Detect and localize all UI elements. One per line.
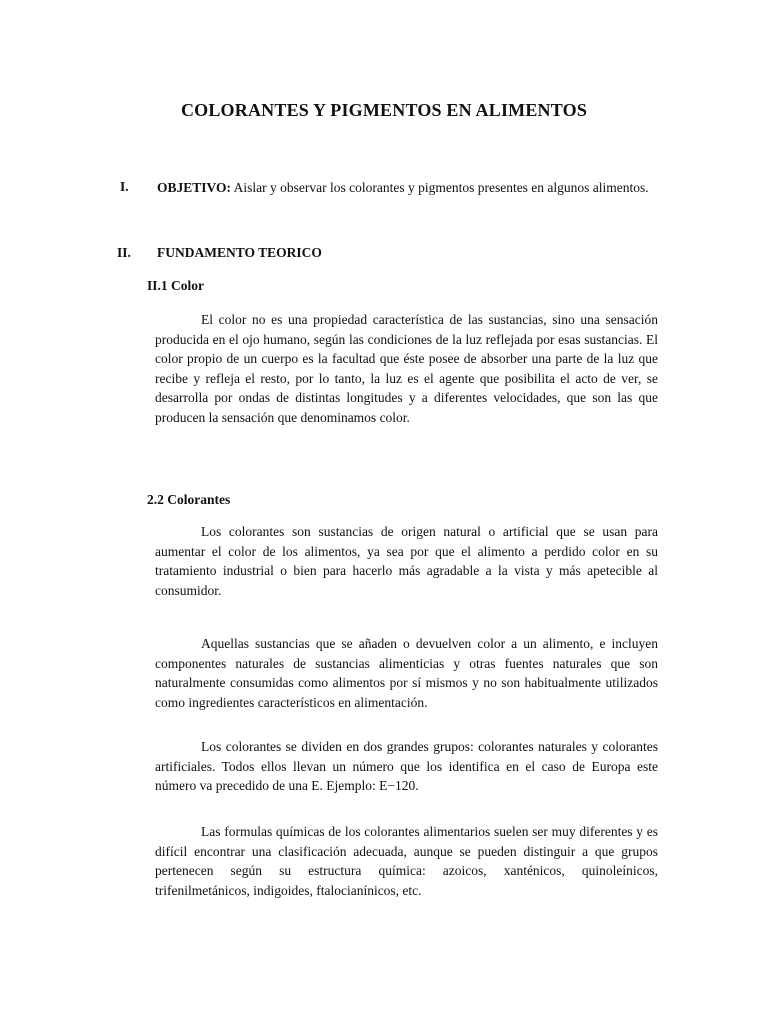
document-title: COLORANTES Y PIGMENTOS EN ALIMENTOS [180,100,588,120]
section-1-objective [157,179,660,196]
objective-text: Aislar y observar los colorantes y pigmentos presentes en algunos alimentos. [231,180,649,195]
colorantes-paragraph-4: Las formulas químicas de los colorantes alimentarios suelen ser muy diferentes y es difícil encontrar una clasificación adecuada, aunque se pueden distinguir a que grupos pertenecen según su estructura química: azoicos, xanténicos, quinoleínicos, trifenilmetánicos, indigoides, ftalocianínicos, etc. [155,824,658,898]
subsection-colorantes-heading: 2.2 Colorantes [147,492,231,507]
section-2-number: II. [117,245,131,260]
colorantes-paragraph-2: Aquellas sustancias que se añaden o devuelven color a un alimento, e incluyen componentes naturales de sustancias alimenticias y otras fuentes naturales que son naturalmente consumidas como alimentos por sí mismos y no son habitualmente utilizados como ingredientes característicos en alimentación. [155,636,658,710]
color-paragraph: El color no es una propiedad característica de las sustancias, sino una sensación producida en el ojo humano, según las condiciones de la luz reflejada por esas sustancias. El color propio de un cuerpo es la facultad que éste posee de absorber una parte de la luz que recibe y refleja el resto, por lo tanto, la luz es el agente que posibilita el acto de ver, se desarrolla por ondas de distintas longitudes y a diferentes velocidades, que son las que producen la sensación que denominamos color. [155,312,658,425]
colorantes-paragraph-3: Los colorantes se dividen en dos grandes grupos: colorantes naturales y colorantes artificiales. Todos ellos llevan un número que los identifica en el caso de Europa este número va precedido de una E. Ejemplo: E−120. [155,739,658,793]
subsection-color-heading: II.1 Color [147,278,204,293]
colorantes-paragraph-1: Los colorantes son sustancias de origen natural o artificial que se usan para aumentar el color de los alimentos, ya sea por que el alimento a perdido color en su tratamiento industrial o bien para hacerlo más agradable a la vista y más apetecible al consumidor. [155,524,658,598]
objective-label: OBJETIVO: [157,180,231,195]
section-1-number: I. [120,179,129,194]
section-2-heading: FUNDAMENTO TEORICO [157,245,322,260]
